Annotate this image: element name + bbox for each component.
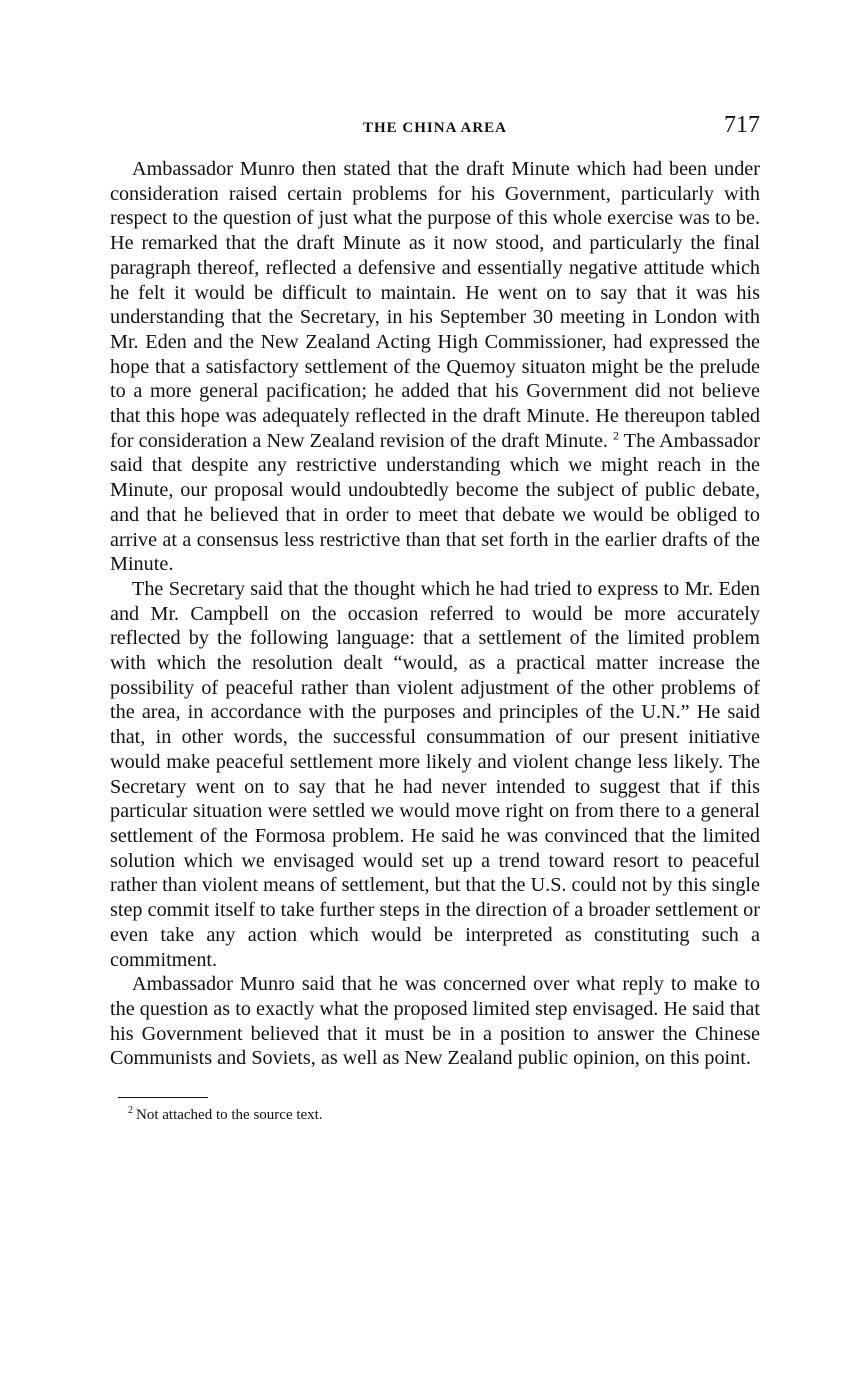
paragraph-1 [110, 157, 760, 577]
paragraph-1-text-before-note: Ambassador Munro then stated that the draft Minute which had been under consideration raised certain problems for his Government, particularly with respect to the question of just what the purpose of this whole exercise was to be. He remarked that the draft Minute as it now stood, and particularly the final paragraph thereof, reflected a defensive and essentially negative attitude which he felt it would be difficult to maintain. He went on to say that it was his understanding that the Secretary, in his September 30 meeting in London with Mr. Eden and the New Zealand Acting High Commissioner, had expressed the hope that a satisfactory settlement of the Quemoy situaton might be the prelude to a more general pacification; he added that his Government did not believe that this hope was adequately reflected in the draft Minute. He thereupon tabled for consideration a New Zealand revision of the draft Minute. [110, 158, 760, 452]
footnote-reference: 2 [613, 428, 620, 442]
footnote-text: Not attached to the source text. [136, 1107, 323, 1124]
page-number: 717 [724, 112, 760, 138]
footnote-divider [118, 1097, 208, 1098]
footnote [128, 1106, 760, 1124]
paragraph-1-text-after-note: The Ambassador said that despite any restrictive understanding which we might reach in the Minute, our proposal would undoubtedly become the subject of public debate, and that he believed that in order to meet that debate we would be obliged to arrive at a consensus less restrictive than that set forth in the earlier drafts of the Minute. [110, 429, 761, 576]
document-page [110, 110, 760, 1124]
body-text [110, 157, 760, 1071]
running-title: THE CHINA AREA [362, 120, 508, 136]
footnote-mark: 2 [128, 1105, 133, 1117]
paragraph-2: The Secretary said that the thought which he had tried to express to Mr. Eden and Mr. Campbell on the occasion referred to would be more accurately reflected by the following language: that a settlement of the limited problem with which the resolution dealt “would, as a practical matter increase the possibility of peaceful rather than violent adjustment of the other problems of the area, in accordance with the purposes and principles of the U.N.” He said that, in other words, the successful consummation of our present initiative would make peaceful settlement more likely and violent change less likely. The Secretary went on to say that he had never intended to suggest that if this particular situation were settled we would move right on from there to a general settlement of the Formosa problem. He said he was convinced that the limited solution which we envisaged would set up a trend toward resort to peaceful rather than violent means of settlement, but that the U.S. could not by this single step commit itself to take further steps in the direction of a broader settlement or even take any action which would be interpreted as constituting such a commitment. [110, 577, 760, 971]
running-head [110, 110, 760, 144]
paragraph-3: Ambassador Munro said that he was concerned over what reply to make to the question as to exactly what the proposed limited step envisaged. He said that his Government believed that it must be in a position to answer the Chinese Communists and Soviets, as well as New Zealand public opinion, on this point. [110, 973, 760, 1070]
